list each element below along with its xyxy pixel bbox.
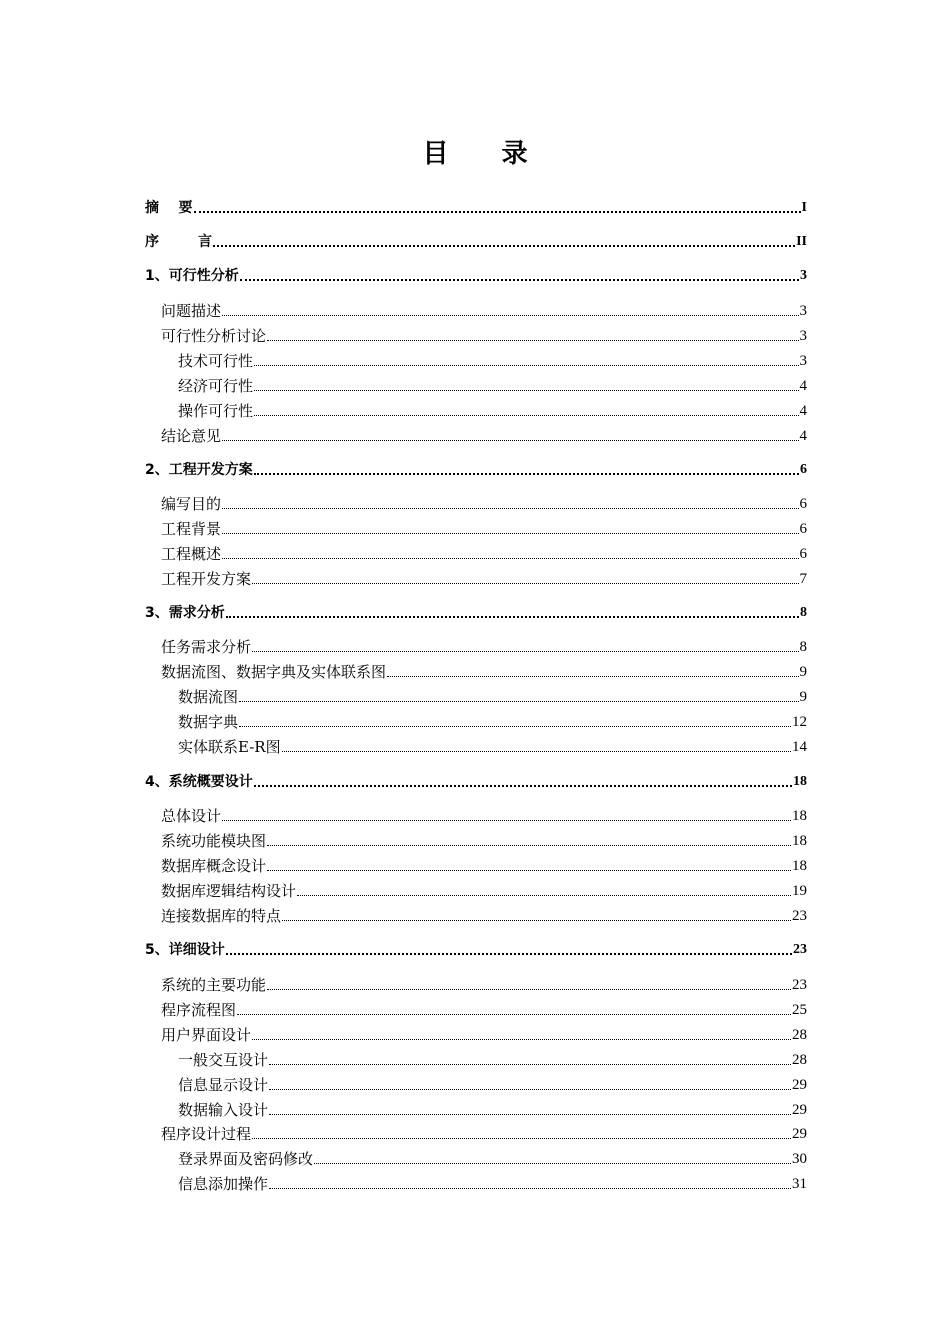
toc-entry-page-number: 29 (792, 1102, 807, 1118)
toc-entry[interactable] (161, 829, 807, 851)
toc-entry[interactable] (145, 770, 807, 792)
toc-entry-page-number: 6 (800, 462, 807, 477)
dot-leader (213, 244, 795, 247)
toc-entry[interactable] (145, 458, 807, 480)
toc-entry-label: 数据库概念设计 (161, 857, 267, 875)
dot-leader (267, 339, 798, 341)
toc-entry[interactable] (161, 1023, 807, 1045)
toc-entry-page-number: 4 (799, 403, 807, 419)
toc-entry-label: 任务需求分析 (161, 638, 252, 656)
toc-entry-label: 问题描述 (161, 302, 222, 320)
toc-entry-page-number: 9 (799, 689, 807, 705)
dot-leader (387, 675, 798, 677)
dot-leader (222, 532, 798, 534)
toc-entry-label: 一般交互设计 (178, 1051, 269, 1069)
dot-leader (222, 314, 798, 316)
dot-leader (269, 1088, 791, 1090)
toc-entry-page-number: 3 (799, 328, 807, 344)
dot-leader (267, 988, 791, 990)
toc-entry-label: 登录界面及密码修改 (178, 1150, 314, 1168)
dot-leader (252, 1038, 791, 1040)
toc-entry[interactable] (145, 264, 807, 286)
toc-entry-page-number: 6 (799, 521, 807, 537)
toc-entry[interactable] (161, 1122, 807, 1144)
dot-leader (252, 1137, 791, 1139)
dot-leader (222, 557, 798, 559)
toc-entry[interactable] (178, 710, 807, 732)
toc-entry-page-number: 18 (792, 833, 807, 849)
dot-leader (282, 750, 791, 752)
toc-entry-page-number: 3 (799, 353, 807, 369)
toc-entry[interactable] (178, 1147, 807, 1169)
dot-leader (254, 784, 792, 787)
toc-entry-label: 编写目的 (161, 495, 222, 513)
toc-entry-label: 数据库逻辑结构设计 (161, 882, 297, 900)
dot-leader (252, 582, 798, 584)
toc-entry-page-number: 25 (792, 1002, 807, 1018)
toc-entry-label: 实体联系E-R图 (178, 738, 281, 756)
toc-entry[interactable] (145, 196, 807, 218)
dot-leader (239, 725, 791, 727)
toc-entry-page-number: 3 (799, 303, 807, 319)
toc-entry[interactable] (178, 1098, 807, 1120)
dot-leader (314, 1162, 791, 1164)
dot-leader (269, 1187, 791, 1189)
toc-entry[interactable] (178, 685, 807, 707)
toc-entry-page-number: 18 (793, 774, 807, 789)
toc-entry[interactable] (161, 517, 807, 539)
toc-entry-label: 3、需求分析 (145, 605, 225, 621)
toc-entry[interactable] (178, 349, 807, 371)
toc-entry-label: 程序设计过程 (161, 1125, 252, 1143)
toc-title: 目 录 (422, 139, 550, 169)
toc-entry-label: 操作可行性 (178, 402, 254, 420)
toc-entry[interactable] (161, 660, 807, 682)
toc-entry-label: 工程背景 (161, 520, 222, 538)
toc-entry-page-number: I (801, 200, 807, 215)
toc-entry-label: 摘 要 (145, 200, 193, 216)
toc-entry-page-number: 23 (793, 942, 807, 957)
toc-entry-label: 序 言 (145, 234, 212, 250)
dot-leader (254, 472, 799, 475)
toc-entry-page-number: 31 (792, 1176, 807, 1192)
toc-entry-page-number: 8 (800, 605, 807, 620)
toc-entry-page-number: 28 (792, 1052, 807, 1068)
dot-leader (269, 1113, 791, 1115)
toc-entry[interactable] (178, 374, 807, 396)
dot-leader (297, 894, 791, 896)
toc-entry[interactable] (161, 424, 807, 446)
toc-entry-page-number: 19 (792, 883, 807, 899)
toc-entry[interactable] (145, 230, 807, 252)
toc-entry[interactable] (161, 299, 807, 321)
toc-entry[interactable] (161, 879, 807, 901)
dot-leader (282, 919, 791, 921)
toc-entry-label: 信息添加操作 (178, 1175, 269, 1193)
toc-entry[interactable] (145, 938, 807, 960)
toc-entry-label: 技术可行性 (178, 352, 254, 370)
toc-entry-label: 数据流图 (178, 688, 239, 706)
toc-entry-page-number: 30 (792, 1151, 807, 1167)
toc-entry[interactable] (161, 904, 807, 926)
toc-entry-label: 用户界面设计 (161, 1026, 252, 1044)
dot-leader (252, 650, 798, 652)
toc-entry-page-number: 14 (792, 739, 807, 755)
toc-entry-page-number: 4 (799, 428, 807, 444)
toc-entry[interactable] (178, 735, 807, 757)
toc-entry-page-number: 6 (799, 496, 807, 512)
toc-entry[interactable] (161, 804, 807, 826)
toc-entry-label: 可行性分析讨论 (161, 327, 267, 345)
toc-entry-label: 经济可行性 (178, 377, 254, 395)
dot-leader (226, 615, 799, 618)
toc-entry-page-number: 8 (799, 639, 807, 655)
toc-entry[interactable] (161, 854, 807, 876)
toc-entry-page-number: 6 (799, 546, 807, 562)
dot-leader (254, 414, 798, 416)
toc-entry-page-number: 18 (792, 808, 807, 824)
toc-entry-page-number: 23 (792, 908, 807, 924)
toc-entry[interactable] (161, 635, 807, 657)
toc-entry-page-number: 3 (800, 268, 807, 283)
toc-entry-label: 系统的主要功能 (161, 976, 267, 994)
toc-entry-label: 4、系统概要设计 (145, 774, 253, 790)
toc-entry[interactable] (161, 998, 807, 1020)
toc-entry-label: 数据字典 (178, 713, 239, 731)
toc-entry-label: 系统功能模块图 (161, 832, 267, 850)
toc-entry-label: 数据流图、数据字典及实体联系图 (161, 663, 387, 681)
toc-entry-label: 程序流程图 (161, 1001, 237, 1019)
toc-entry-label: 连接数据库的特点 (161, 907, 282, 925)
toc-entry-page-number: 29 (792, 1126, 807, 1142)
toc-entry-page-number: 28 (792, 1027, 807, 1043)
toc-entry[interactable] (161, 542, 807, 564)
toc-entry[interactable] (178, 1073, 807, 1095)
dot-leader (194, 210, 801, 213)
dot-leader (226, 952, 792, 955)
toc-entry-page-number: 23 (792, 977, 807, 993)
toc-entry-label: 5、详细设计 (145, 942, 225, 958)
toc-entry-label: 数据输入设计 (178, 1101, 269, 1119)
toc-entry[interactable] (161, 324, 807, 346)
toc-entry-page-number: 7 (799, 571, 807, 587)
toc-entry[interactable] (178, 399, 807, 421)
dot-leader (240, 278, 799, 281)
toc-entry-label: 2、工程开发方案 (145, 462, 253, 478)
dot-leader (237, 1013, 791, 1015)
toc-entry-label: 工程开发方案 (161, 570, 252, 588)
toc-entry[interactable] (161, 973, 807, 995)
toc-entry-page-number: 29 (792, 1077, 807, 1093)
toc-entry-page-number: 4 (799, 378, 807, 394)
toc-entry-label: 工程概述 (161, 545, 222, 563)
toc-entry-label: 结论意见 (161, 427, 222, 445)
toc-entry-page-number: 9 (799, 664, 807, 680)
toc-entry[interactable] (178, 1172, 807, 1194)
dot-leader (222, 507, 798, 509)
dot-leader (222, 439, 798, 441)
dot-leader (239, 700, 798, 702)
toc-entry-label: 总体设计 (161, 807, 222, 825)
dot-leader (269, 1063, 791, 1065)
toc-entry[interactable] (161, 492, 807, 514)
dot-leader (254, 364, 798, 366)
toc-entry-label: 信息显示设计 (178, 1076, 269, 1094)
toc-entry[interactable] (145, 601, 807, 623)
dot-leader (254, 389, 798, 391)
dot-leader (222, 819, 791, 821)
toc-entry-page-number: 18 (792, 858, 807, 874)
toc-entry[interactable] (178, 1048, 807, 1070)
toc-entry[interactable] (161, 567, 807, 589)
dot-leader (267, 844, 791, 846)
dot-leader (267, 869, 791, 871)
toc-entry-page-number: II (796, 234, 807, 249)
toc-entry-label: 1、可行性分析 (145, 268, 239, 284)
toc-entry-page-number: 12 (792, 714, 807, 730)
